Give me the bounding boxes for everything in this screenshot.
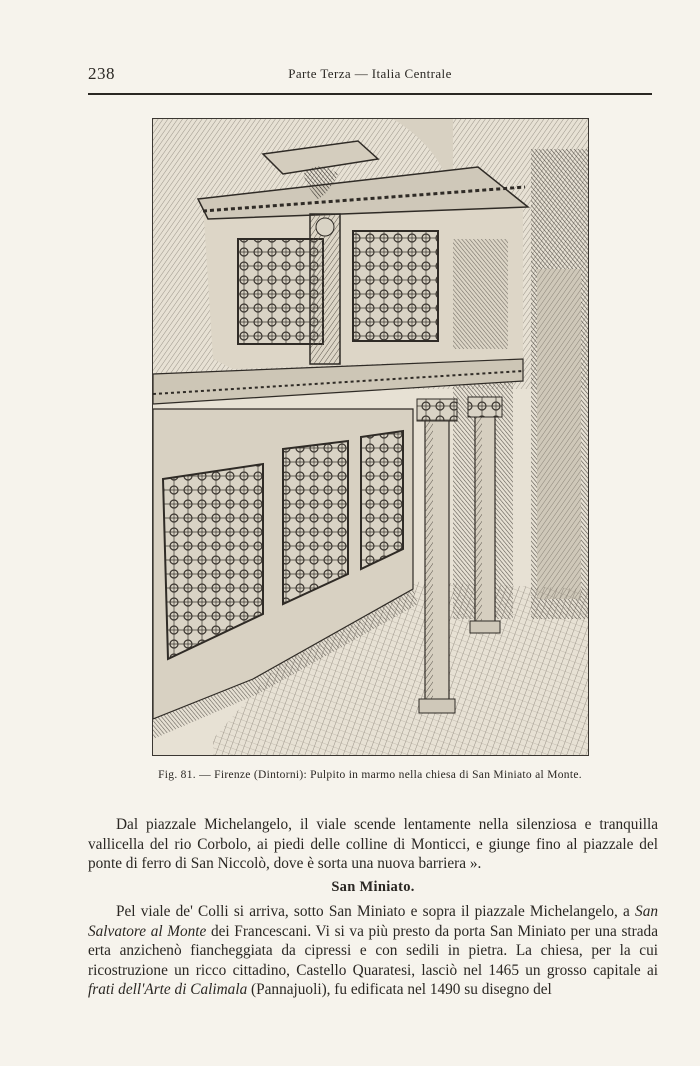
caption-text: Firenze (Dintorni): Pulpito in marmo nella chiesa di San Miniato al Monte. — [214, 769, 582, 781]
paragraph-2-italic-1: San Salvatore al Monte — [88, 903, 658, 940]
header-rule — [88, 93, 652, 95]
figure-illustration — [152, 118, 589, 756]
page-number: 238 — [88, 64, 115, 83]
running-title: Parte Terza — Italia Centrale — [288, 66, 452, 81]
paragraph-1: Dal piazzale Michelangelo, il viale scende lentamente nella silenziosa e tranquilla vallicella del rio Corbolo, ai piedi delle colline di Monticci, e giunge fino al piazzale del ponte di ferro di San Niccolò, dove è sorta una nuova barriera ». — [88, 816, 658, 872]
caption-label: Fig. 81. — — [158, 769, 211, 781]
figure-caption — [100, 769, 640, 781]
paragraph-2-text-3: (Pannajuoli), fu edificata nel 1490 su disegno del — [247, 981, 552, 998]
paragraph-2-text-2: dei Francescani. Vi si va più presto da porta San Miniato per una strada erta anzichenò fiancheggiata da cipressi e con sedili in pietra. La chiesa, per la cui ricostruzione un ricco cittadino, Castello Quaratesi, lasciò nel 1465 un grosso capitale ai — [88, 922, 658, 979]
paragraph-2 — [88, 902, 658, 1000]
page-header — [88, 62, 652, 92]
paragraph-2-italic-2: frati dell'Arte di Calimala — [88, 981, 248, 998]
paragraph-2-text-1: Pel viale de' Colli si arriva, sotto San Miniato e sopra il piazzale Michelangelo, a — [116, 903, 636, 920]
section-heading: San Miniato. — [331, 879, 415, 895]
pulpit-engraving — [153, 119, 589, 756]
